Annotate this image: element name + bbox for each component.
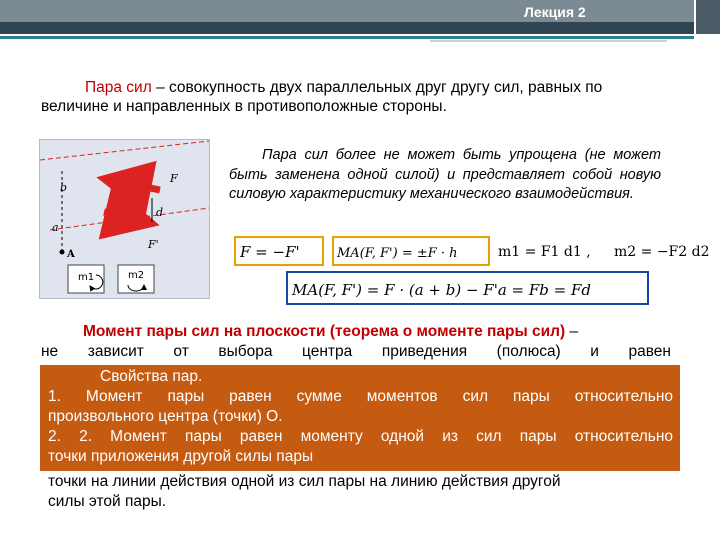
header-side-block xyxy=(696,0,720,34)
formula-m2: m2 = −F2 d2 xyxy=(614,244,710,260)
label-f-prime: F' xyxy=(148,238,159,251)
label-a: a xyxy=(52,221,59,234)
slide-header xyxy=(0,0,720,41)
formula-f2: MA(F, F') = ±F · h xyxy=(337,246,458,261)
formula-equal-forces xyxy=(236,238,322,264)
tail-line2: силы этой пары. xyxy=(48,493,167,510)
formula-box-equal-forces xyxy=(234,236,324,266)
line-of-action-1 xyxy=(40,141,209,160)
lecture-title: Лекция 2 xyxy=(524,4,586,20)
formula-box-moment xyxy=(332,236,490,266)
formula-moment xyxy=(334,238,488,264)
header-thin-line xyxy=(430,40,667,42)
label-point-a: A xyxy=(67,249,75,260)
formula-theorem xyxy=(288,273,647,303)
theorem-title: Момент пары сил на плоскости (теорема о моменте пары сил) xyxy=(83,323,566,340)
property-2-line1: 2. 2. Момент пары равен моменту одной из сил пары относительно xyxy=(48,428,673,445)
label-f: F xyxy=(170,172,178,185)
theorem-paragraph xyxy=(41,322,671,362)
definition-text: – совокупность двух параллельных друг другу сил, равных по величине и направленных в противоположные стороны. xyxy=(41,79,603,115)
force-couple-figure xyxy=(39,139,210,299)
couple-note: Пара сил более не может быть упрощена (не может быть заменена одной силой) и представляет собой новую силовую характеристику механического взаимодействия. xyxy=(229,147,661,202)
header-bar xyxy=(0,0,694,22)
formula-f4: MA(F, F') = F · (a + b) − F'a = Fb = Fd xyxy=(292,281,592,299)
formula-m-values xyxy=(496,236,720,266)
force-f-arrow xyxy=(110,180,160,190)
theorem-dash: – xyxy=(565,323,579,340)
force-f-prime-arrow xyxy=(104,212,146,222)
property-1-line2: произвольного центра (точки) О. xyxy=(48,408,283,425)
definition-term: Пара сил xyxy=(85,79,152,96)
tail-paragraph xyxy=(48,472,658,512)
label-m1: m1 xyxy=(78,272,95,283)
force-couple-diagram xyxy=(40,140,209,298)
formula-m1: m1 = F1 d1 , xyxy=(498,244,591,260)
label-d: d xyxy=(156,206,164,219)
label-m2: m2 xyxy=(128,270,145,281)
properties-title: Свойства пар. xyxy=(100,368,203,385)
formula-f1: F = −F' xyxy=(240,243,300,261)
property-2-line2: точки приложения другой силы пары xyxy=(48,448,314,465)
property-1-line1: 1. Момент пары равен сумме моментов сил пары относительно xyxy=(48,388,673,405)
point-a xyxy=(60,250,65,255)
definition-paragraph xyxy=(41,78,671,116)
label-b: b xyxy=(60,181,68,194)
tail-line1: точки на линии действия одной из сил пары на линию действия другой xyxy=(48,473,561,490)
properties-text xyxy=(48,367,673,467)
theorem-line2: не зависит от выбора центра приведения (полюса) и равен xyxy=(41,343,671,360)
header-dark-bar xyxy=(0,22,694,34)
header-accent-line xyxy=(0,36,694,39)
formula-box-theorem xyxy=(286,271,649,305)
